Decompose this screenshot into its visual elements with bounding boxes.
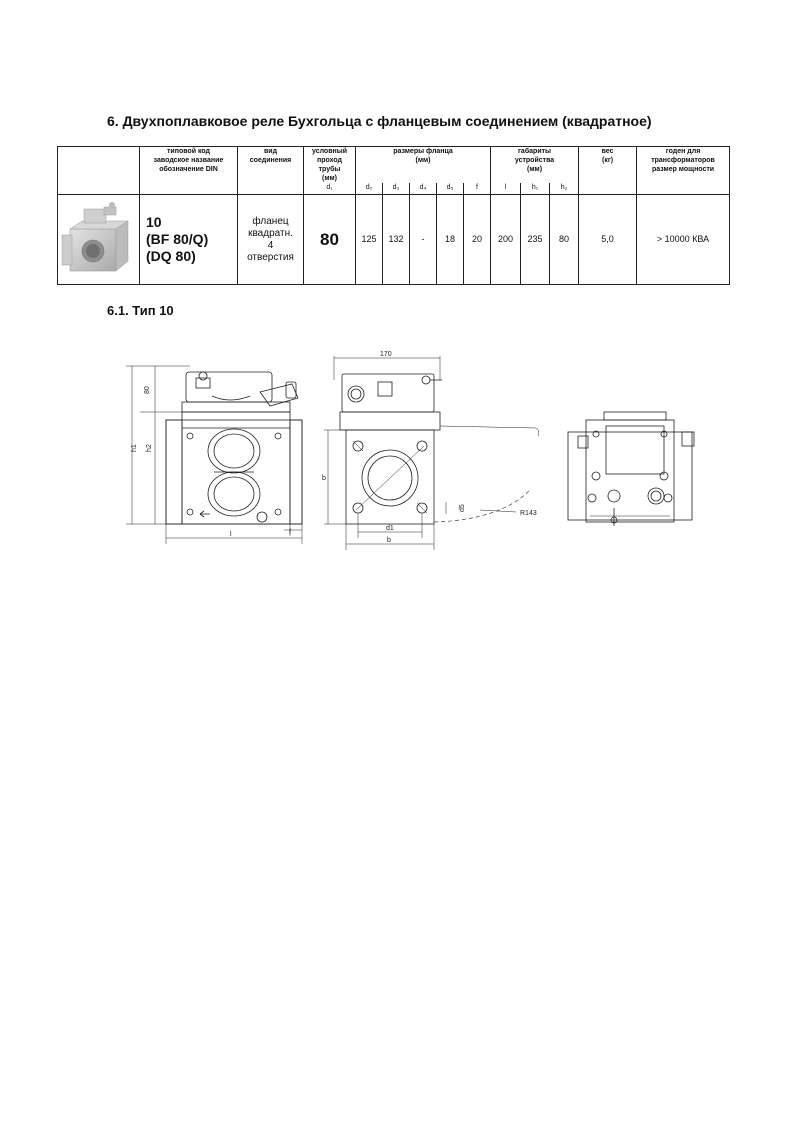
dim-label-d5: d5 (459, 504, 466, 512)
pipe-diameter: 80 (304, 195, 356, 285)
value-h2: 80 (550, 195, 579, 285)
connection-type: фланец квадратн. 4 отверстия (238, 195, 304, 285)
dim-label-b-side: b (322, 475, 326, 482)
value-d5: 18 (437, 195, 464, 285)
front-view-drawing (324, 356, 539, 550)
subheader-d5: d₅ (437, 183, 464, 195)
header-flange: размеры фланца (мм) (356, 147, 491, 183)
side-view-drawing (126, 366, 302, 544)
subheader-d2: d₂ (356, 183, 383, 195)
subheader-d4: d₄ (410, 183, 437, 195)
header-dims: габариты устройства (мм) (491, 147, 579, 183)
relay-photo-image (60, 199, 138, 279)
header-pipe: условный проход трубы (мм) d₁ (304, 147, 356, 195)
type-code: 10 (BF 80/Q) (DQ 80) (140, 195, 238, 285)
subheader-d3: d₃ (383, 183, 410, 195)
subsection-heading: 6.1. Тип 10 (107, 303, 174, 318)
dim-label-f: f (289, 529, 291, 536)
value-f: 20 (464, 195, 491, 285)
value-weight: 5,0 (579, 195, 637, 285)
technical-drawing (0, 340, 794, 560)
section-heading: 6. Двухпоплавковое реле Бухгольца с фланцевым соединением (квадратное) (107, 113, 652, 129)
dim-label-h2: h2 (146, 444, 153, 452)
dim-label-d1: d1 (386, 525, 394, 532)
top-view-drawing (568, 412, 694, 526)
spec-table (57, 146, 730, 285)
value-d3: 132 (383, 195, 410, 285)
dim-label-170: 170 (380, 351, 392, 358)
header-suitable: годен для трансформаторов размер мощности (637, 147, 730, 195)
subheader-f: f (464, 183, 491, 195)
header-weight: вес (кг) (579, 147, 637, 195)
dim-label-l: l (230, 531, 232, 538)
subheader-h2: h₂ (550, 183, 579, 195)
photo-header-cell (58, 147, 140, 195)
header-connection: вид соединения (238, 147, 304, 195)
value-d4: - (410, 195, 437, 285)
dim-label-h1: h1 (131, 444, 138, 452)
value-l: 200 (491, 195, 521, 285)
subheader-h1: h₁ (521, 183, 550, 195)
subheader-l: l (491, 183, 521, 195)
product-photo (58, 195, 140, 285)
dim-label-b-bottom: b (387, 537, 391, 544)
dim-label-r143: R143 (520, 510, 537, 517)
dim-label-80: 80 (144, 386, 151, 394)
value-d2: 125 (356, 195, 383, 285)
value-h1: 235 (521, 195, 550, 285)
header-code: типовой код заводское название обозначение DIN (140, 147, 238, 195)
value-suitable: > 10000 КВА (637, 195, 730, 285)
